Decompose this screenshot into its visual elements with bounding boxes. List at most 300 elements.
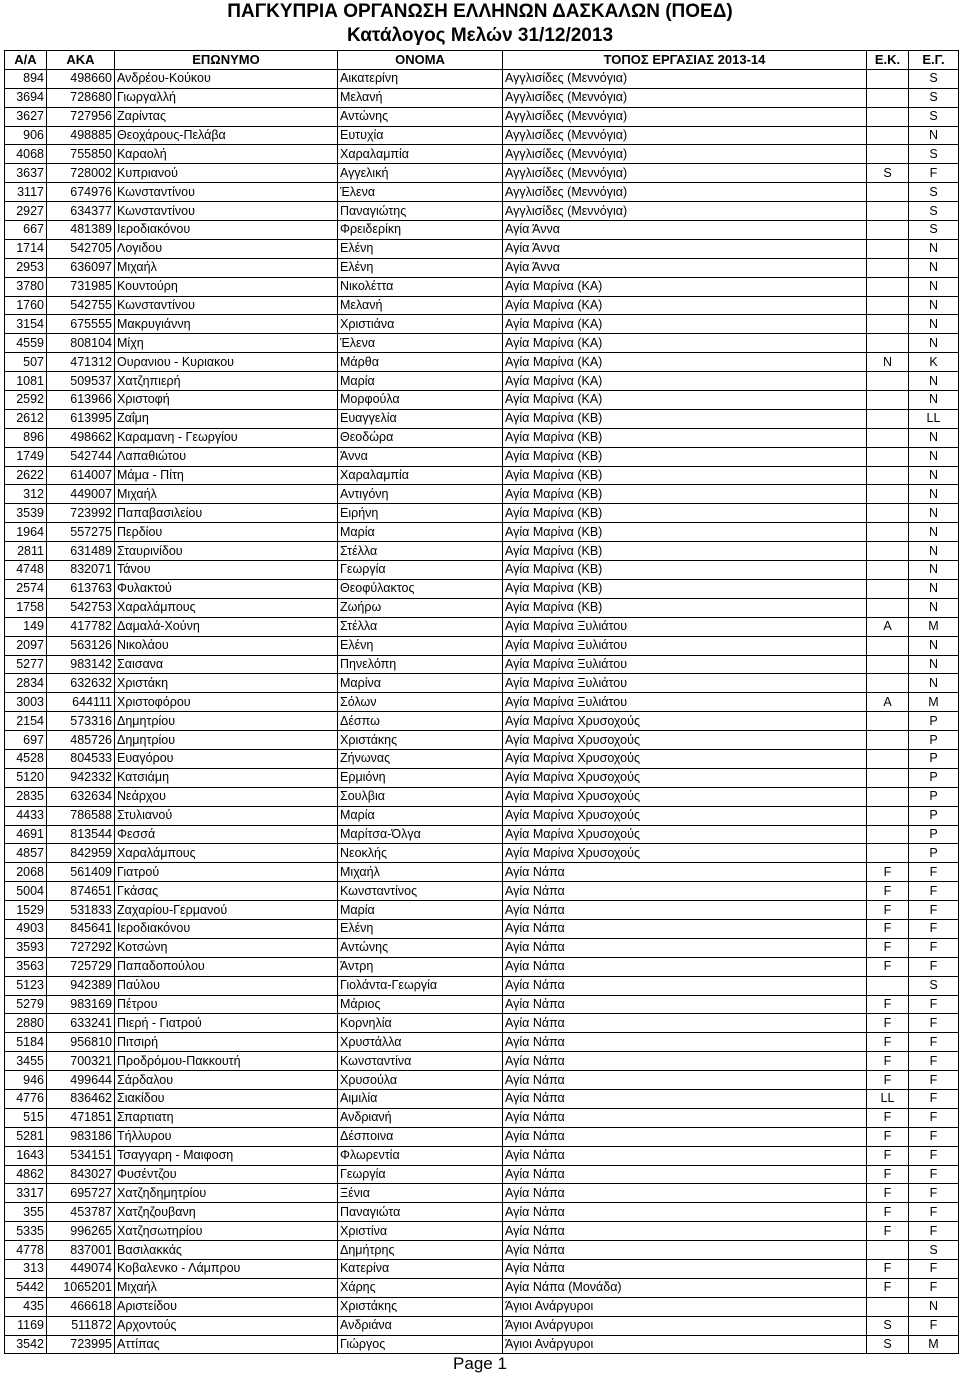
cell-aa: 2097 [5,636,47,655]
cell-aa: 3694 [5,88,47,107]
cell-aa: 3539 [5,504,47,523]
cell-workplace: Αγία Μαρίνα (ΚΒ) [503,447,867,466]
cell-aa: 2953 [5,258,47,277]
cell-surname: Καραολή [115,145,338,164]
cell-surname: Κωνσταντίνου [115,296,338,315]
cell-eg: N [909,258,959,277]
cell-ek [867,636,909,655]
cell-eg: S [909,88,959,107]
cell-name: Φλωρεντία [338,1146,503,1165]
cell-aa: 3627 [5,107,47,126]
cell-eg: N [909,315,959,334]
table-row [5,1260,959,1279]
cell-surname: Βασιλακκάς [115,1241,338,1260]
cell-aa: 5335 [5,1222,47,1241]
cell-aka: 837001 [47,1241,115,1260]
cell-aka: 942332 [47,768,115,787]
cell-eg: S [909,221,959,240]
cell-ek [867,277,909,296]
cell-ek: F [867,1203,909,1222]
cell-aa: 4528 [5,749,47,768]
cell-aka: 956810 [47,1033,115,1052]
table-row [5,863,959,882]
cell-name: Χάρης [338,1278,503,1297]
cell-workplace: Αγία Μαρίνα Ξυλιάτου [503,693,867,712]
cell-name: Κορνηλία [338,1014,503,1033]
cell-name: Χρυσούλα [338,1071,503,1090]
cell-surname: Νεάρχου [115,787,338,806]
table-row [5,1108,959,1127]
cell-aa: 5184 [5,1033,47,1052]
cell-ek: F [867,919,909,938]
table-row [5,69,959,88]
cell-aka: 481389 [47,221,115,240]
cell-name: Ευαγγελία [338,409,503,428]
cell-workplace: Αγγλισίδες (Μεννόγια) [503,145,867,164]
cell-aka: 983169 [47,995,115,1014]
table-row [5,901,959,920]
cell-name: Ξένια [338,1184,503,1203]
cell-workplace: Αγία Μαρίνα (ΚΒ) [503,504,867,523]
cell-aa: 3455 [5,1052,47,1071]
cell-eg: N [909,542,959,561]
cell-name: Ανδριανή [338,1108,503,1127]
cell-ek [867,258,909,277]
cell-eg: S [909,976,959,995]
cell-eg: N [909,334,959,353]
cell-surname: Ζαρίντας [115,107,338,126]
cell-name: Μελανή [338,88,503,107]
cell-aka: 613995 [47,409,115,428]
cell-aa: 1529 [5,901,47,920]
cell-name: Ζήνωνας [338,749,503,768]
cell-ek [867,655,909,674]
cell-surname: Χατζηζουβανη [115,1203,338,1222]
cell-eg: N [909,485,959,504]
cell-workplace: Αγγλισίδες (Μεννόγια) [503,202,867,221]
cell-name: Άννα [338,447,503,466]
cell-surname: Μιχαήλ [115,485,338,504]
cell-workplace: Αγία Μαρίνα (ΚΑ) [503,334,867,353]
cell-aka: 632634 [47,787,115,806]
cell-eg: N [909,466,959,485]
cell-surname: Αττίπας [115,1335,338,1354]
cell-name: Χρυστάλλα [338,1033,503,1052]
cell-aka: 534151 [47,1146,115,1165]
cell-ek: F [867,938,909,957]
cell-eg: F [909,957,959,976]
cell-surname: Πιερή - Γιατρού [115,1014,338,1033]
cell-eg: F [909,1146,959,1165]
cell-eg: P [909,806,959,825]
cell-workplace: Αγία Μαρίνα Ξυλιάτου [503,636,867,655]
table-row [5,447,959,466]
cell-aa: 896 [5,428,47,447]
cell-aka: 634377 [47,202,115,221]
cell-ek [867,428,909,447]
cell-workplace: Αγία Μαρίνα (ΚΒ) [503,542,867,561]
cell-workplace: Αγία Νάπα [503,1241,867,1260]
cell-workplace: Αγία Νάπα [503,976,867,995]
table-row [5,957,959,976]
cell-name: Νικολέττα [338,277,503,296]
cell-name: Ελένη [338,636,503,655]
cell-name: Φρειδερίκη [338,221,503,240]
cell-eg: F [909,1108,959,1127]
cell-eg: F [909,1165,959,1184]
cell-eg: N [909,655,959,674]
cell-eg: N [909,447,959,466]
cell-aka: 700321 [47,1052,115,1071]
cell-surname: Χατζησωτηρίου [115,1222,338,1241]
cell-name: Ειρήνη [338,504,503,523]
cell-eg: F [909,1278,959,1297]
col-header-ek: Ε.Κ. [867,51,909,70]
document-subtitle: Κατάλογος Μελών 31/12/2013 [346,25,614,46]
cell-aka: 727292 [47,938,115,957]
table-row [5,145,959,164]
table-row [5,749,959,768]
cell-workplace: Αγία Μαρίνα (ΚΒ) [503,466,867,485]
cell-name: Ανδριάνα [338,1316,503,1335]
table-row [5,164,959,183]
table-row [5,561,959,580]
table-row [5,391,959,410]
cell-eg: N [909,239,959,258]
cell-name: Ελένη [338,239,503,258]
col-header-eg: Ε.Γ. [909,51,959,70]
table-row [5,1297,959,1316]
cell-aa: 4433 [5,806,47,825]
cell-aka: 983186 [47,1127,115,1146]
cell-surname: Ουρανιου - Κυριακου [115,353,338,372]
cell-aa: 1758 [5,598,47,617]
table-row [5,1052,959,1071]
cell-surname: Χατζηπιερή [115,372,338,391]
cell-ek: F [867,1127,909,1146]
cell-aka: 725729 [47,957,115,976]
cell-aa: 3780 [5,277,47,296]
cell-name: Άντρη [338,957,503,976]
cell-ek [867,1297,909,1316]
cell-aka: 832071 [47,561,115,580]
cell-surname: Χατζηδημητρίου [115,1184,338,1203]
cell-aa: 667 [5,221,47,240]
cell-workplace: Αγία Μαρίνα Χρυσοχούς [503,806,867,825]
cell-name: Έλενα [338,334,503,353]
cell-workplace: Αγία Μαρίνα Ξυλιάτου [503,617,867,636]
cell-ek [867,372,909,391]
cell-surname: Κοβαλενκο - Λάμπρου [115,1260,338,1279]
cell-workplace: Αγία Νάπα [503,863,867,882]
cell-name: Χαραλαμπία [338,466,503,485]
col-header-aa: Α/Α [5,51,47,70]
cell-workplace: Αγία Μαρίνα Χρυσοχούς [503,749,867,768]
cell-workplace: Άγιοι Ανάργυροι [503,1297,867,1316]
cell-eg: N [909,1297,959,1316]
cell-name: Δέσπω [338,712,503,731]
cell-workplace: Αγγλισίδες (Μεννόγια) [503,88,867,107]
cell-ek: F [867,995,909,1014]
cell-name: Μάρθα [338,353,503,372]
table-row [5,1127,959,1146]
cell-name: Χριστάκης [338,731,503,750]
cell-workplace: Αγία Νάπα [503,995,867,1014]
table-row [5,976,959,995]
table-row [5,372,959,391]
table-row [5,1278,959,1297]
cell-eg: F [909,901,959,920]
table-row [5,1165,959,1184]
cell-surname: Κυπριανού [115,164,338,183]
cell-name: Ευτυχία [338,126,503,145]
cell-surname: Αρχοντούς [115,1316,338,1335]
cell-ek: S [867,1335,909,1354]
cell-surname: Σπαρτιατη [115,1108,338,1127]
cell-eg: P [909,825,959,844]
cell-aka: 613763 [47,579,115,598]
cell-aka: 471851 [47,1108,115,1127]
cell-ek: S [867,1316,909,1335]
cell-aa: 3003 [5,693,47,712]
table-row [5,334,959,353]
cell-eg: P [909,712,959,731]
table-row [5,126,959,145]
cell-name: Παναγιώτα [338,1203,503,1222]
document-title: ΠΑΓΚΥΠΡΙΑ ΟΡΓΑΝΩΣΗ ΕΛΛΗΝΩΝ ΔΑΣΚΑΛΩΝ (ΠΟΕΔ) [227,1,733,22]
cell-ek [867,126,909,145]
table-row [5,107,959,126]
table-row [5,542,959,561]
cell-name: Δημήτρης [338,1241,503,1260]
cell-aka: 509537 [47,372,115,391]
cell-aka: 808104 [47,334,115,353]
cell-eg: F [909,995,959,1014]
cell-ek [867,674,909,693]
cell-name: Χριστάκης [338,1297,503,1316]
cell-ek [867,731,909,750]
cell-ek [867,409,909,428]
cell-ek: S [867,164,909,183]
cell-aka: 728680 [47,88,115,107]
cell-ek: F [867,1146,909,1165]
cell-eg: N [909,428,959,447]
cell-workplace: Αγία Νάπα [503,938,867,957]
cell-workplace: Αγία Μαρίνα (ΚΑ) [503,372,867,391]
cell-eg: N [909,277,959,296]
cell-name: Γιολάντα-Γεωργία [338,976,503,995]
cell-ek [867,315,909,334]
table-row [5,258,959,277]
cell-ek [867,787,909,806]
cell-aa: 3593 [5,938,47,957]
cell-ek [867,768,909,787]
cell-workplace: Αγία Νάπα [503,1203,867,1222]
cell-ek: F [867,1222,909,1241]
cell-eg: S [909,69,959,88]
cell-surname: Μίχη [115,334,338,353]
table-row [5,1146,959,1165]
cell-eg: F [909,882,959,901]
cell-name: Αιμιλία [338,1089,503,1108]
cell-aka: 728002 [47,164,115,183]
cell-aa: 3542 [5,1335,47,1354]
cell-aka: 636097 [47,258,115,277]
cell-aka: 633241 [47,1014,115,1033]
cell-surname: Γιατρού [115,863,338,882]
cell-aa: 2835 [5,787,47,806]
col-header-aka: ΑΚΑ [47,51,115,70]
table-row [5,938,959,957]
cell-eg: S [909,183,959,202]
cell-surname: Σάρδαλου [115,1071,338,1090]
cell-workplace: Αγία Άννα [503,221,867,240]
cell-aa: 313 [5,1260,47,1279]
cell-aka: 542753 [47,598,115,617]
cell-aa: 5281 [5,1127,47,1146]
cell-surname: Σταυρινίδου [115,542,338,561]
cell-ek [867,976,909,995]
cell-name: Δέσποινα [338,1127,503,1146]
table-row [5,1184,959,1203]
cell-aka: 942389 [47,976,115,995]
table-row [5,825,959,844]
table-row [5,919,959,938]
cell-eg: N [909,504,959,523]
cell-workplace: Αγία Μαρίνα Χρυσοχούς [503,731,867,750]
cell-workplace: Αγγλισίδες (Μεννόγια) [503,107,867,126]
cell-ek: F [867,1165,909,1184]
cell-eg: N [909,372,959,391]
cell-name: Χαραλαμπία [338,145,503,164]
cell-eg: F [909,1089,959,1108]
cell-ek: F [867,863,909,882]
cell-aka: 631489 [47,542,115,561]
cell-aa: 5123 [5,976,47,995]
cell-workplace: Αγία Νάπα [503,1108,867,1127]
table-row [5,1241,959,1260]
cell-aka: 675555 [47,315,115,334]
cell-workplace: Αγία Άννα [503,239,867,258]
cell-ek [867,825,909,844]
cell-aka: 573316 [47,712,115,731]
cell-name: Μαρία [338,901,503,920]
cell-workplace: Αγία Μαρίνα Χρυσοχούς [503,825,867,844]
cell-aa: 2880 [5,1014,47,1033]
cell-aka: 614007 [47,466,115,485]
cell-workplace: Αγία Νάπα [503,957,867,976]
cell-surname: Πέτρου [115,995,338,1014]
cell-workplace: Αγία Μαρίνα (ΚΑ) [503,391,867,410]
table-row [5,598,959,617]
table-row [5,1335,959,1354]
cell-aka: 542705 [47,239,115,258]
cell-name: Κατερίνα [338,1260,503,1279]
table-body [5,69,959,1354]
table-row [5,787,959,806]
cell-workplace: Αγία Νάπα [503,919,867,938]
table-row [5,882,959,901]
cell-aa: 5442 [5,1278,47,1297]
cell-eg: F [909,164,959,183]
cell-aka: 561409 [47,863,115,882]
cell-surname: Κωνσταντίνου [115,202,338,221]
cell-name: Μάριος [338,995,503,1014]
cell-workplace: Αγία Νάπα [503,1052,867,1071]
cell-ek [867,107,909,126]
cell-aa: 5279 [5,995,47,1014]
table-row [5,221,959,240]
cell-workplace: Αγία Μαρίνα (ΚΑ) [503,353,867,372]
cell-aka: 996265 [47,1222,115,1241]
cell-aka: 542744 [47,447,115,466]
cell-name: Ελένη [338,919,503,938]
cell-surname: Χαραλάμπους [115,844,338,863]
cell-surname: Φυσέντζου [115,1165,338,1184]
table-row [5,183,959,202]
cell-surname: Ιεροδιακόνου [115,919,338,938]
cell-aka: 485726 [47,731,115,750]
cell-eg: P [909,731,959,750]
table-row [5,1071,959,1090]
cell-surname: Παπαβασιλείου [115,504,338,523]
cell-eg: N [909,126,959,145]
table-row [5,1033,959,1052]
cell-surname: Γκάσας [115,882,338,901]
cell-eg: F [909,1127,959,1146]
cell-workplace: Αγία Άννα [503,258,867,277]
cell-aa: 2574 [5,579,47,598]
table-row [5,277,959,296]
cell-ek: F [867,882,909,901]
cell-workplace: Αγία Νάπα [503,1071,867,1090]
cell-eg: N [909,579,959,598]
cell-workplace: Άγιοι Ανάργυροι [503,1335,867,1354]
cell-ek [867,542,909,561]
table-row [5,731,959,750]
cell-aa: 4691 [5,825,47,844]
cell-aa: 1081 [5,372,47,391]
cell-ek: F [867,1052,909,1071]
table-row [5,202,959,221]
cell-aa: 312 [5,485,47,504]
cell-surname: Φεσσά [115,825,338,844]
cell-workplace: Αγία Νάπα [503,1014,867,1033]
cell-workplace: Αγία Νάπα [503,1222,867,1241]
cell-ek [867,183,909,202]
cell-ek: F [867,901,909,920]
cell-ek [867,806,909,825]
cell-name: Μαρίνα [338,674,503,693]
cell-ek: A [867,693,909,712]
table-row [5,712,959,731]
table-row [5,1014,959,1033]
cell-workplace: Αγία Μαρίνα (ΚΑ) [503,296,867,315]
cell-ek [867,69,909,88]
cell-workplace: Αγγλισίδες (Μεννόγια) [503,164,867,183]
cell-name: Θεοφύλακτος [338,579,503,598]
cell-eg: P [909,787,959,806]
cell-aka: 449074 [47,1260,115,1279]
members-table [4,50,959,1354]
cell-name: Έλενα [338,183,503,202]
cell-aka: 453787 [47,1203,115,1222]
col-header-surname: ΕΠΩΝΥΜΟ [115,51,338,70]
cell-aa: 2811 [5,542,47,561]
cell-surname: Χριστοφή [115,391,338,410]
cell-workplace: Αγία Μαρίνα (ΚΑ) [503,277,867,296]
cell-name: Μαρία [338,372,503,391]
